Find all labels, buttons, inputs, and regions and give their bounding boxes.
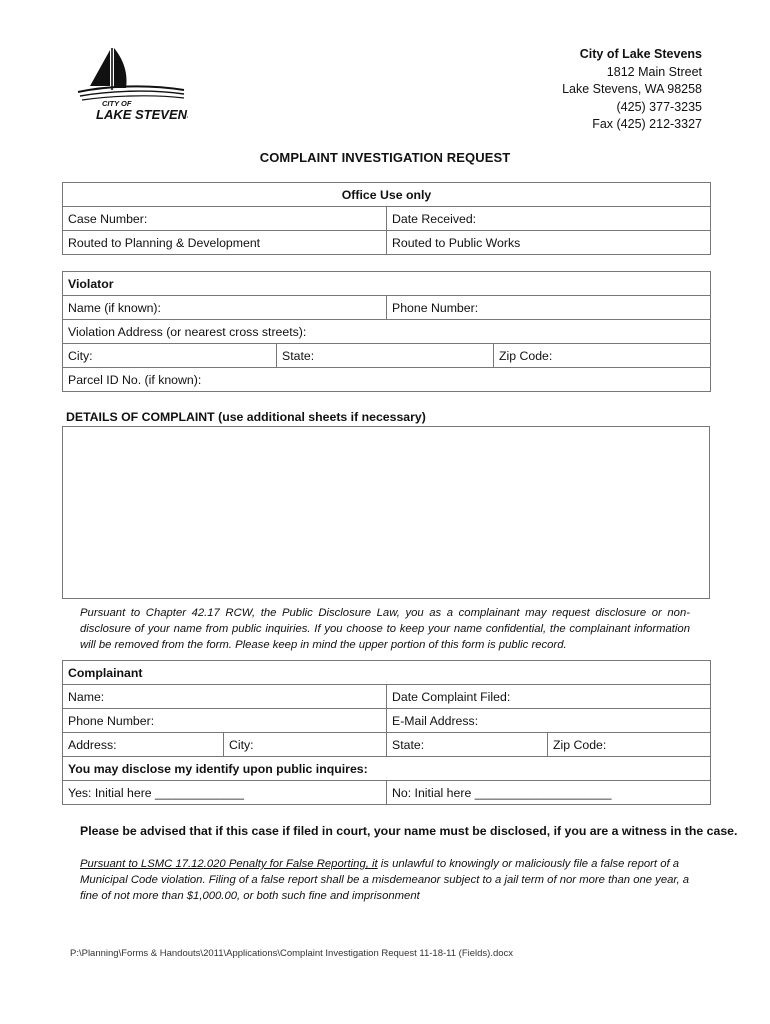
city-state-zip: Lake Stevens, WA 98258 (562, 82, 702, 96)
date-filed-field[interactable]: Date Complaint Filed: (387, 685, 711, 709)
complainant-email-field[interactable]: E-Mail Address: (387, 709, 711, 733)
penalty-notice (80, 856, 700, 904)
violator-phone-field[interactable]: Phone Number: (387, 296, 711, 320)
page-title: COMPLAINT INVESTIGATION REQUEST (259, 150, 511, 165)
date-received-field[interactable]: Date Received: (387, 207, 711, 231)
logo-text-line1: CITY OF (102, 99, 132, 108)
violator-table (62, 271, 711, 392)
routed-public-works-field[interactable]: Routed to Public Works (387, 231, 711, 255)
violator-name-field[interactable]: Name (if known): (63, 296, 387, 320)
parcel-id-field[interactable]: Parcel ID No. (if known): (63, 368, 711, 392)
violator-heading: Violator (63, 272, 711, 296)
complainant-phone-field[interactable]: Phone Number: (63, 709, 387, 733)
complainant-table (62, 660, 711, 805)
violation-address-field[interactable]: Violation Address (or nearest cross streets): (63, 320, 711, 344)
penalty-text: is unlawful to knowingly or maliciously file a false report of a Municipal Code violation. Filing of a false report shall be a misdemeanor subject to a jail term of nor more than one year, a fine of not more than $1,000.00, or both such fine and imprisonment (80, 858, 690, 902)
complainant-zip-field[interactable]: Zip Code: (548, 733, 711, 757)
phone-number: (425) 377-3235 (616, 99, 702, 114)
city-logo (76, 46, 188, 124)
complainant-heading: Complainant (63, 661, 711, 685)
city-name: City of Lake Stevens (579, 47, 702, 61)
disclose-heading: You may disclose my identify upon public inquires: (63, 757, 711, 781)
disclosure-notice: Pursuant to Chapter 42.17 RCW, the Public Disclosure Law, you as a complainant may request disclosure or non-disclosure of your name from public inquiries. If you choose to keep your name confidential, the complainant information will be removed from the form. Please keep in mind the upper portion of this form is public record. (80, 607, 690, 651)
disclose-yes-initial-field[interactable]: Yes: Initial here _____________ (63, 781, 387, 805)
complainant-city-field[interactable]: City: (224, 733, 387, 757)
complainant-address-field[interactable]: Address: (63, 733, 224, 757)
logo-text-line2: LAKE STEVENS (96, 107, 188, 122)
case-number-field[interactable]: Case Number: (63, 207, 387, 231)
details-textarea[interactable] (62, 426, 710, 599)
city-address-block (562, 46, 702, 134)
routed-planning-field[interactable]: Routed to Planning & Development (63, 231, 387, 255)
court-advisory: Please be advised that if this case if filed in court, your name must be disclosed, if you are a witness in the case. (80, 824, 738, 838)
office-use-heading: Office Use only (63, 183, 711, 207)
complainant-state-field[interactable]: State: (387, 733, 548, 757)
sailboat-logo-icon (76, 46, 188, 124)
penalty-citation: Pursuant to LSMC 17.12.020 Penalty for False Reporting, it (80, 858, 378, 870)
fax-number: Fax (425) 212-3327 (592, 117, 702, 131)
disclose-no-initial-field[interactable]: No: Initial here ____________________ (387, 781, 711, 805)
complainant-name-field[interactable]: Name: (63, 685, 387, 709)
violator-city-field[interactable]: City: (63, 344, 277, 368)
violator-state-field[interactable]: State: (277, 344, 494, 368)
violator-zip-field[interactable]: Zip Code: (494, 344, 711, 368)
office-use-table (62, 182, 711, 255)
street-address: 1812 Main Street (606, 64, 702, 79)
file-path-footer: P:\Planning\Forms & Handouts\2011\Applications\Complaint Investigation Request 11-18-11 (Fields).docx (70, 948, 514, 959)
details-label: DETAILS OF COMPLAINT (use additional sheets if necessary) (66, 410, 426, 424)
